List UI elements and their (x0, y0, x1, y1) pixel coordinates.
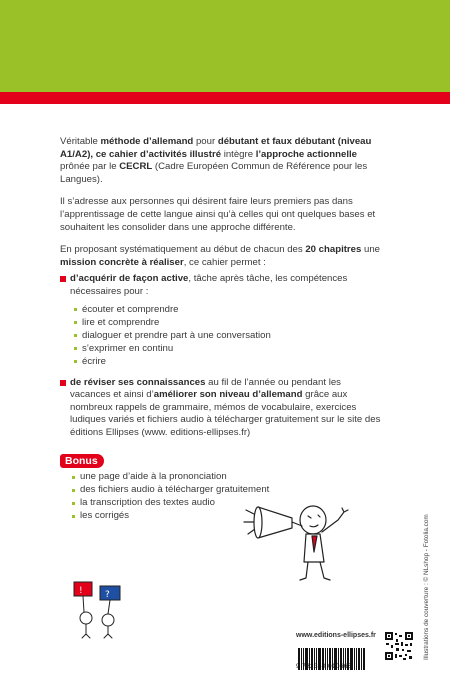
audience-paragraph: Il s’adresse aux personnes qui désirent faire leurs premiers pas dans l’apprentissage de cette langue ainsi qu’à celles qui ont quelques bases et souhaitent les consolider dans une approche différente. (60, 196, 376, 233)
proposal-bold-1: 20 chapitres (305, 244, 362, 256)
skill-label: s’exprimer en continu (82, 343, 174, 355)
list-item (74, 329, 382, 342)
proposal-text-3: , ce cahier permet : (183, 256, 266, 268)
proposal-paragraph (60, 244, 382, 269)
back-cover-text (60, 136, 382, 522)
bonus-badge: Bonus (60, 454, 104, 468)
svg-text:!: ! (79, 586, 83, 596)
green-dot-bullet-icon (74, 308, 77, 311)
green-dot-bullet-icon (72, 515, 75, 518)
green-dot-bullet-icon (72, 502, 75, 505)
intro-bold-2: débutant et faux débutant (niveau A1/A2), ce cahier d’activités illustré (60, 136, 372, 160)
green-dot-bullet-icon (74, 321, 77, 324)
bonus-label: les corrigés (80, 509, 130, 521)
skill-label: dialoguer et prendre part à une conversation (82, 329, 271, 341)
green-dot-bullet-icon (72, 489, 75, 492)
skill-label: écouter et comprendre (82, 303, 179, 315)
intro-text-2: pour (193, 136, 218, 147)
skill-label: écrire (82, 356, 106, 368)
bonus-label: des fichiers audio à télécharger gratuitement (80, 483, 270, 495)
intro-text-4: prônée par le (60, 161, 120, 173)
green-dot-bullet-icon (74, 360, 77, 363)
red-square-bullet-icon (60, 380, 66, 386)
intro-bold-4: CECRL (119, 161, 153, 173)
intro-text-3: intègre (221, 148, 256, 160)
list-item (74, 342, 382, 355)
proposal-text-2: une (361, 244, 381, 256)
point-revise (60, 377, 382, 440)
red-square-bullet-icon (60, 276, 66, 282)
qr-code-icon[interactable] (384, 631, 414, 661)
proposal-bold-2: mission concrète à réaliser (60, 256, 184, 268)
cover-red-stripe (0, 92, 450, 104)
megaphone-man-illustration (240, 492, 360, 582)
green-dot-bullet-icon (74, 347, 77, 350)
list-item (74, 355, 382, 368)
list-item (74, 303, 382, 316)
point-acquire (60, 273, 382, 298)
list-item (72, 471, 382, 484)
intro-bold-3: l’approche actionnelle (255, 148, 358, 160)
cover-top-green-band (0, 0, 450, 92)
skills-list (74, 303, 382, 369)
isbn-number: 9 782340 010666 (296, 663, 352, 670)
bonus-label: la transcription des textes audio (80, 496, 215, 508)
skill-label: lire et comprendre (82, 316, 160, 328)
bonus-label: une page d’aide à la prononciation (80, 471, 227, 483)
point1-text: , tâche après tâche, les compétences nécessaires pour : (70, 273, 348, 297)
illustration-credit: Illustrations de couverture : © NLshop - Fotolia.com (423, 514, 430, 660)
proposal-text-1: En proposant systématiquement au début de chacun des (60, 244, 306, 256)
intro-text-5: (Cadre Européen Commun de Référence pour les Langues). (60, 161, 368, 185)
intro-text-1: Véritable (60, 136, 101, 147)
point2-bold-2: améliorer son niveau d’allemand (153, 389, 303, 401)
intro-bold-1: méthode d’allemand (100, 136, 194, 147)
point2-text-1: au fil de l’année ou pendant les vacances et ainsi d’ (70, 376, 341, 401)
point1-bold: d’acquérir de façon active (70, 273, 189, 285)
intro-paragraph (60, 136, 382, 186)
publisher-url[interactable]: www.editions-ellipses.fr (296, 632, 376, 639)
flag-bearers-illustration (70, 576, 130, 640)
green-dot-bullet-icon (74, 334, 77, 337)
point2-bold-1: de réviser ses connaissances (70, 376, 206, 388)
list-item (74, 316, 382, 329)
svg-text:?: ? (105, 590, 110, 600)
point2-text-2: grâce aux nombreux rappels de grammaire, mémos de vocabulaire, exercices ludiques variés et fichiers audio à télécharger gratuitement sur le site des éditions Ellipses (www. editions-ellipses.fr) (70, 389, 381, 438)
green-dot-bullet-icon (72, 476, 75, 479)
